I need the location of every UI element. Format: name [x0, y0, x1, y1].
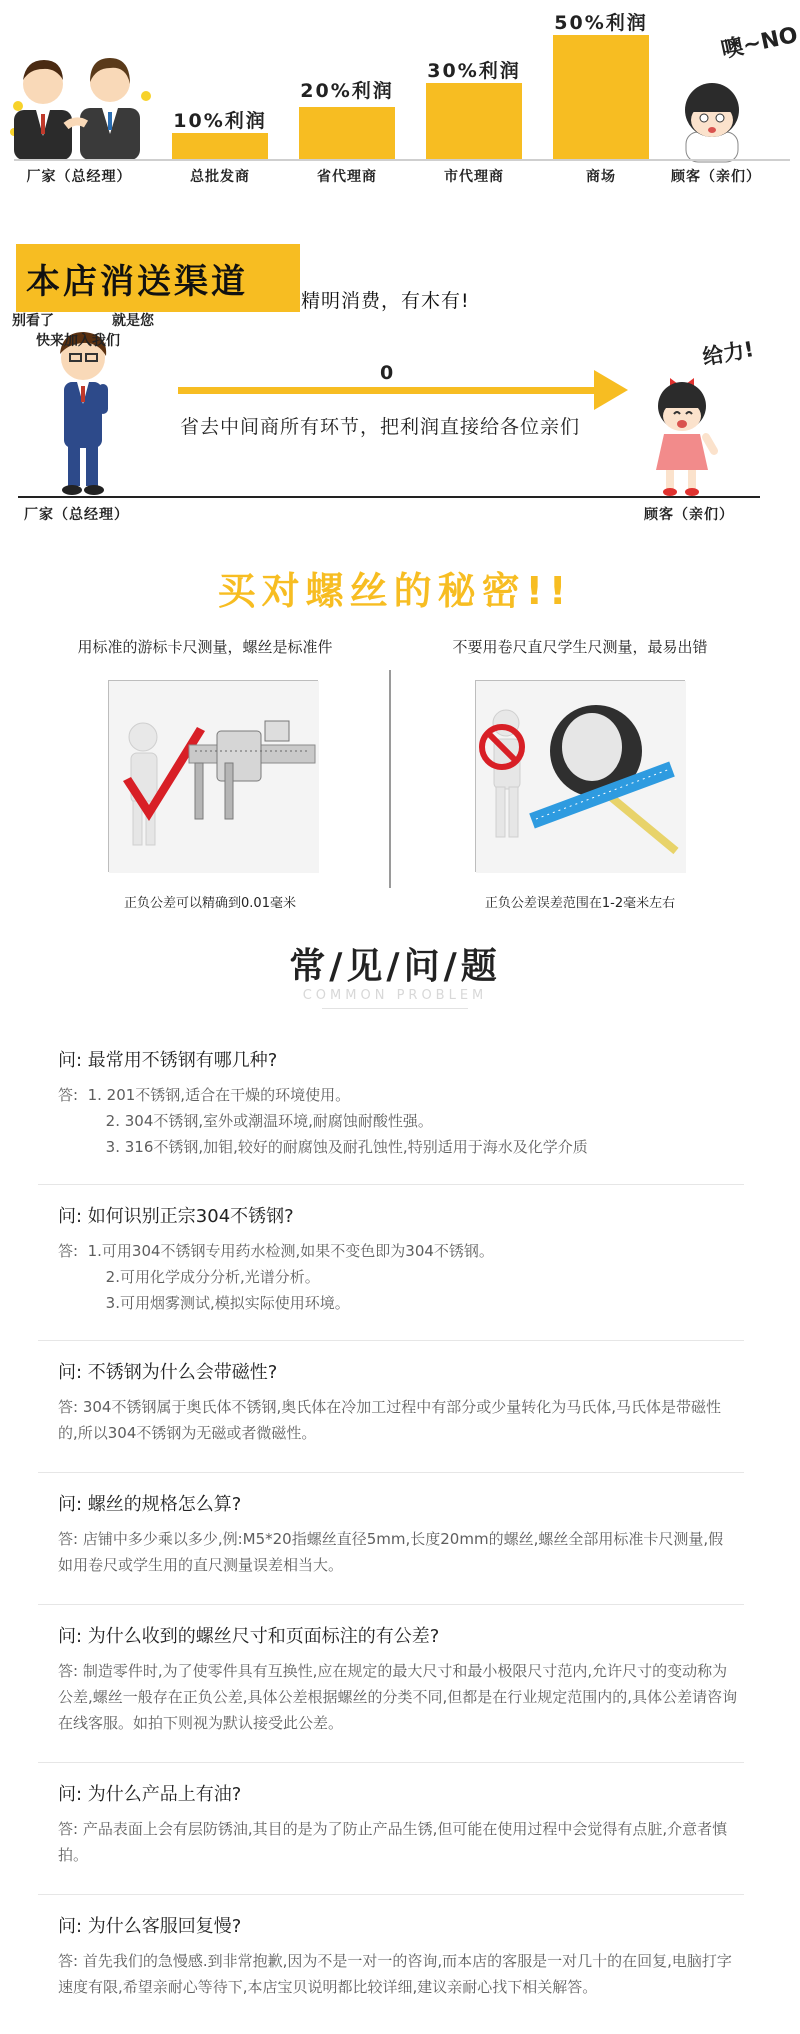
direct-arrow-line [178, 387, 596, 394]
caliper-photo [108, 680, 318, 872]
faq-item [38, 1764, 744, 1900]
store-channel-section [0, 220, 790, 540]
category-factory: 厂家（总经理） [26, 169, 132, 185]
faq-separator [38, 1472, 744, 1473]
channel-tag: 本店消送渠道 [26, 262, 248, 302]
category-provincial-agent: 省代理商 [317, 169, 377, 185]
girl-illustration [672, 70, 752, 162]
faq-separator [38, 1894, 744, 1895]
exclaim-oh-no: 噢~NO [719, 22, 800, 64]
speech-look-here: 别看了 [12, 313, 54, 329]
category-wholesaler: 总批发商 [190, 169, 250, 185]
category-city-agent: 市代理商 [444, 169, 504, 185]
speech-its-you: 就是您 [112, 313, 154, 329]
happy-girl-illustration [648, 370, 724, 496]
faq-subtitle-underline [322, 1008, 468, 1009]
faq-answer: 答: 店铺中多少乘以多少,例:M5*20指螺丝直径5mm,长度20mm的螺丝,螺丝全部用标准卡尺测量,假如用卷尺或学生用的直尺测量误差相当大。 [58, 1530, 724, 1574]
faq-question: 问: 为什么产品上有油? [58, 1784, 242, 1805]
faq-question: 问: 如何识别正宗304不锈钢? [58, 1206, 294, 1227]
bar-label-mall: 50%利润 [554, 12, 648, 34]
faq-answer: 答: 制造零件时,为了使零件具有互换性,应在规定的最大尺寸和最小极限尺寸范内,允许尺寸的变动称为公差,螺丝一般存在正负公差,具体公差根据螺丝的分类不同,但都是在行业规定范围内的,具体公差请咨询在线客服。如拍下则视为默认接受此公差。 [58, 1662, 738, 1732]
faq-item [38, 1606, 744, 1766]
bar-wholesaler [172, 133, 268, 159]
channel-label-customer: 顾客（亲们） [644, 507, 734, 523]
faq-separator [38, 1762, 744, 1763]
category-mall: 商场 [586, 169, 616, 185]
faq-separator [38, 1340, 744, 1341]
faq-question: 问: 为什么客服回复慢? [58, 1916, 242, 1937]
bar-label-wholesaler: 10%利润 [173, 110, 267, 132]
faq-question: 问: 螺丝的规格怎么算? [58, 1494, 242, 1515]
channel-tag-side: 精明消费，有木有! [301, 290, 470, 312]
category-customer: 顾客（亲们） [671, 169, 761, 185]
faq-separator [38, 1604, 744, 1605]
column-divider [389, 670, 391, 888]
faq-answer-line: 3.可用烟雾测试,模拟实际使用环境。 [58, 1294, 350, 1312]
faq-answer-line: 答: 1. 201不锈钢,适合在干燥的环境使用。 [58, 1086, 351, 1104]
manager-illustration [50, 328, 116, 498]
faq-answer-line: 3. 316不锈钢,加钼,较好的耐腐蚀及耐孔蚀性,特别适用于海水及化学介质 [58, 1138, 588, 1156]
faq-answer-line: 2.可用化学成分分析,光谱分析。 [58, 1268, 320, 1286]
channel-baseline [18, 496, 760, 498]
left-column-heading: 用标准的游标卡尺测量，螺丝是标准件 [77, 638, 333, 656]
exclaim-awesome: 给力! [700, 336, 756, 370]
faq-item [38, 1030, 744, 1190]
speech-join-us: 快来加入我们 [36, 333, 120, 349]
faq-item [38, 1474, 744, 1610]
faq-item [38, 1342, 744, 1478]
faq-answer-line: 2. 304不锈钢,室外或潮温环境,耐腐蚀耐酸性强。 [58, 1112, 433, 1130]
faq-question: 问: 为什么收到的螺丝尺寸和页面标注的有公差? [58, 1626, 440, 1647]
left-caption: 正负公差可以精确到0.01毫米 [124, 896, 296, 911]
faq-answer: 答: 产品表面上会有层防锈油,其目的是为了防止产品生锈,但可能在使用过程中会觉得有点脏,介意者慎拍。 [58, 1820, 728, 1864]
chart-baseline [14, 159, 790, 161]
bar-label-city-agent: 30%利润 [427, 60, 521, 82]
faq-item [38, 1896, 744, 2034]
channel-label-factory: 厂家（总经理） [24, 507, 129, 523]
faq-subtitle: COMMON PROBLEM [302, 988, 488, 1003]
tape-measure-image [476, 681, 686, 873]
bar-label-provincial-agent: 20%利润 [300, 80, 394, 102]
zero-cost-label: 0 [380, 362, 394, 384]
direct-arrow-head [594, 370, 628, 410]
right-column-heading: 不要用卷尺直尺学生尺测量，最易出错 [452, 638, 708, 656]
faq-question: 问: 不锈钢为什么会带磁性? [58, 1362, 278, 1383]
businessmen-illustration [6, 36, 156, 160]
bar-mall [553, 35, 649, 159]
faq-item [38, 1186, 744, 1346]
faq-answer-line: 答: 1.可用304不锈钢专用药水检测,如果不变色即为304不锈钢。 [58, 1242, 494, 1260]
caliper-image [109, 681, 319, 873]
faq-separator [38, 1184, 744, 1185]
secret-title: 买对螺丝的秘密!! [217, 569, 573, 613]
bar-provincial-agent [299, 107, 395, 159]
right-caption: 正负公差误差范围在1-2毫米左右 [484, 896, 676, 911]
faq-section [0, 930, 790, 2034]
faq-answer: 答: 304不锈钢属于奥氏体不锈钢,奥氏体在冷加工过程中有部分或少量转化为马氏体,马氏体是带磁性的,所以304不锈钢为无磁或者微磁性。 [58, 1398, 721, 1442]
skip-middleman-text: 省去中间商所有环节，把利润直接给各位亲们 [180, 416, 581, 438]
faq-answer: 答: 首先我们的急慢感.到非常抱歉,因为不是一对一的咨询,而本店的客服是一对几十的在回复,电脑打字速度有限,希望亲耐心等待下,本店宝贝说明都比较详细,建议亲耐心找下相关解答。 [58, 1952, 732, 1996]
secret-section [0, 550, 790, 920]
faq-question: 问: 最常用不锈钢有哪几种? [58, 1050, 278, 1071]
tape-measure-photo [475, 680, 685, 872]
bar-city-agent [426, 83, 522, 159]
faq-title: 常/见/问/题 [289, 946, 501, 987]
profit-chart-section [0, 0, 800, 200]
